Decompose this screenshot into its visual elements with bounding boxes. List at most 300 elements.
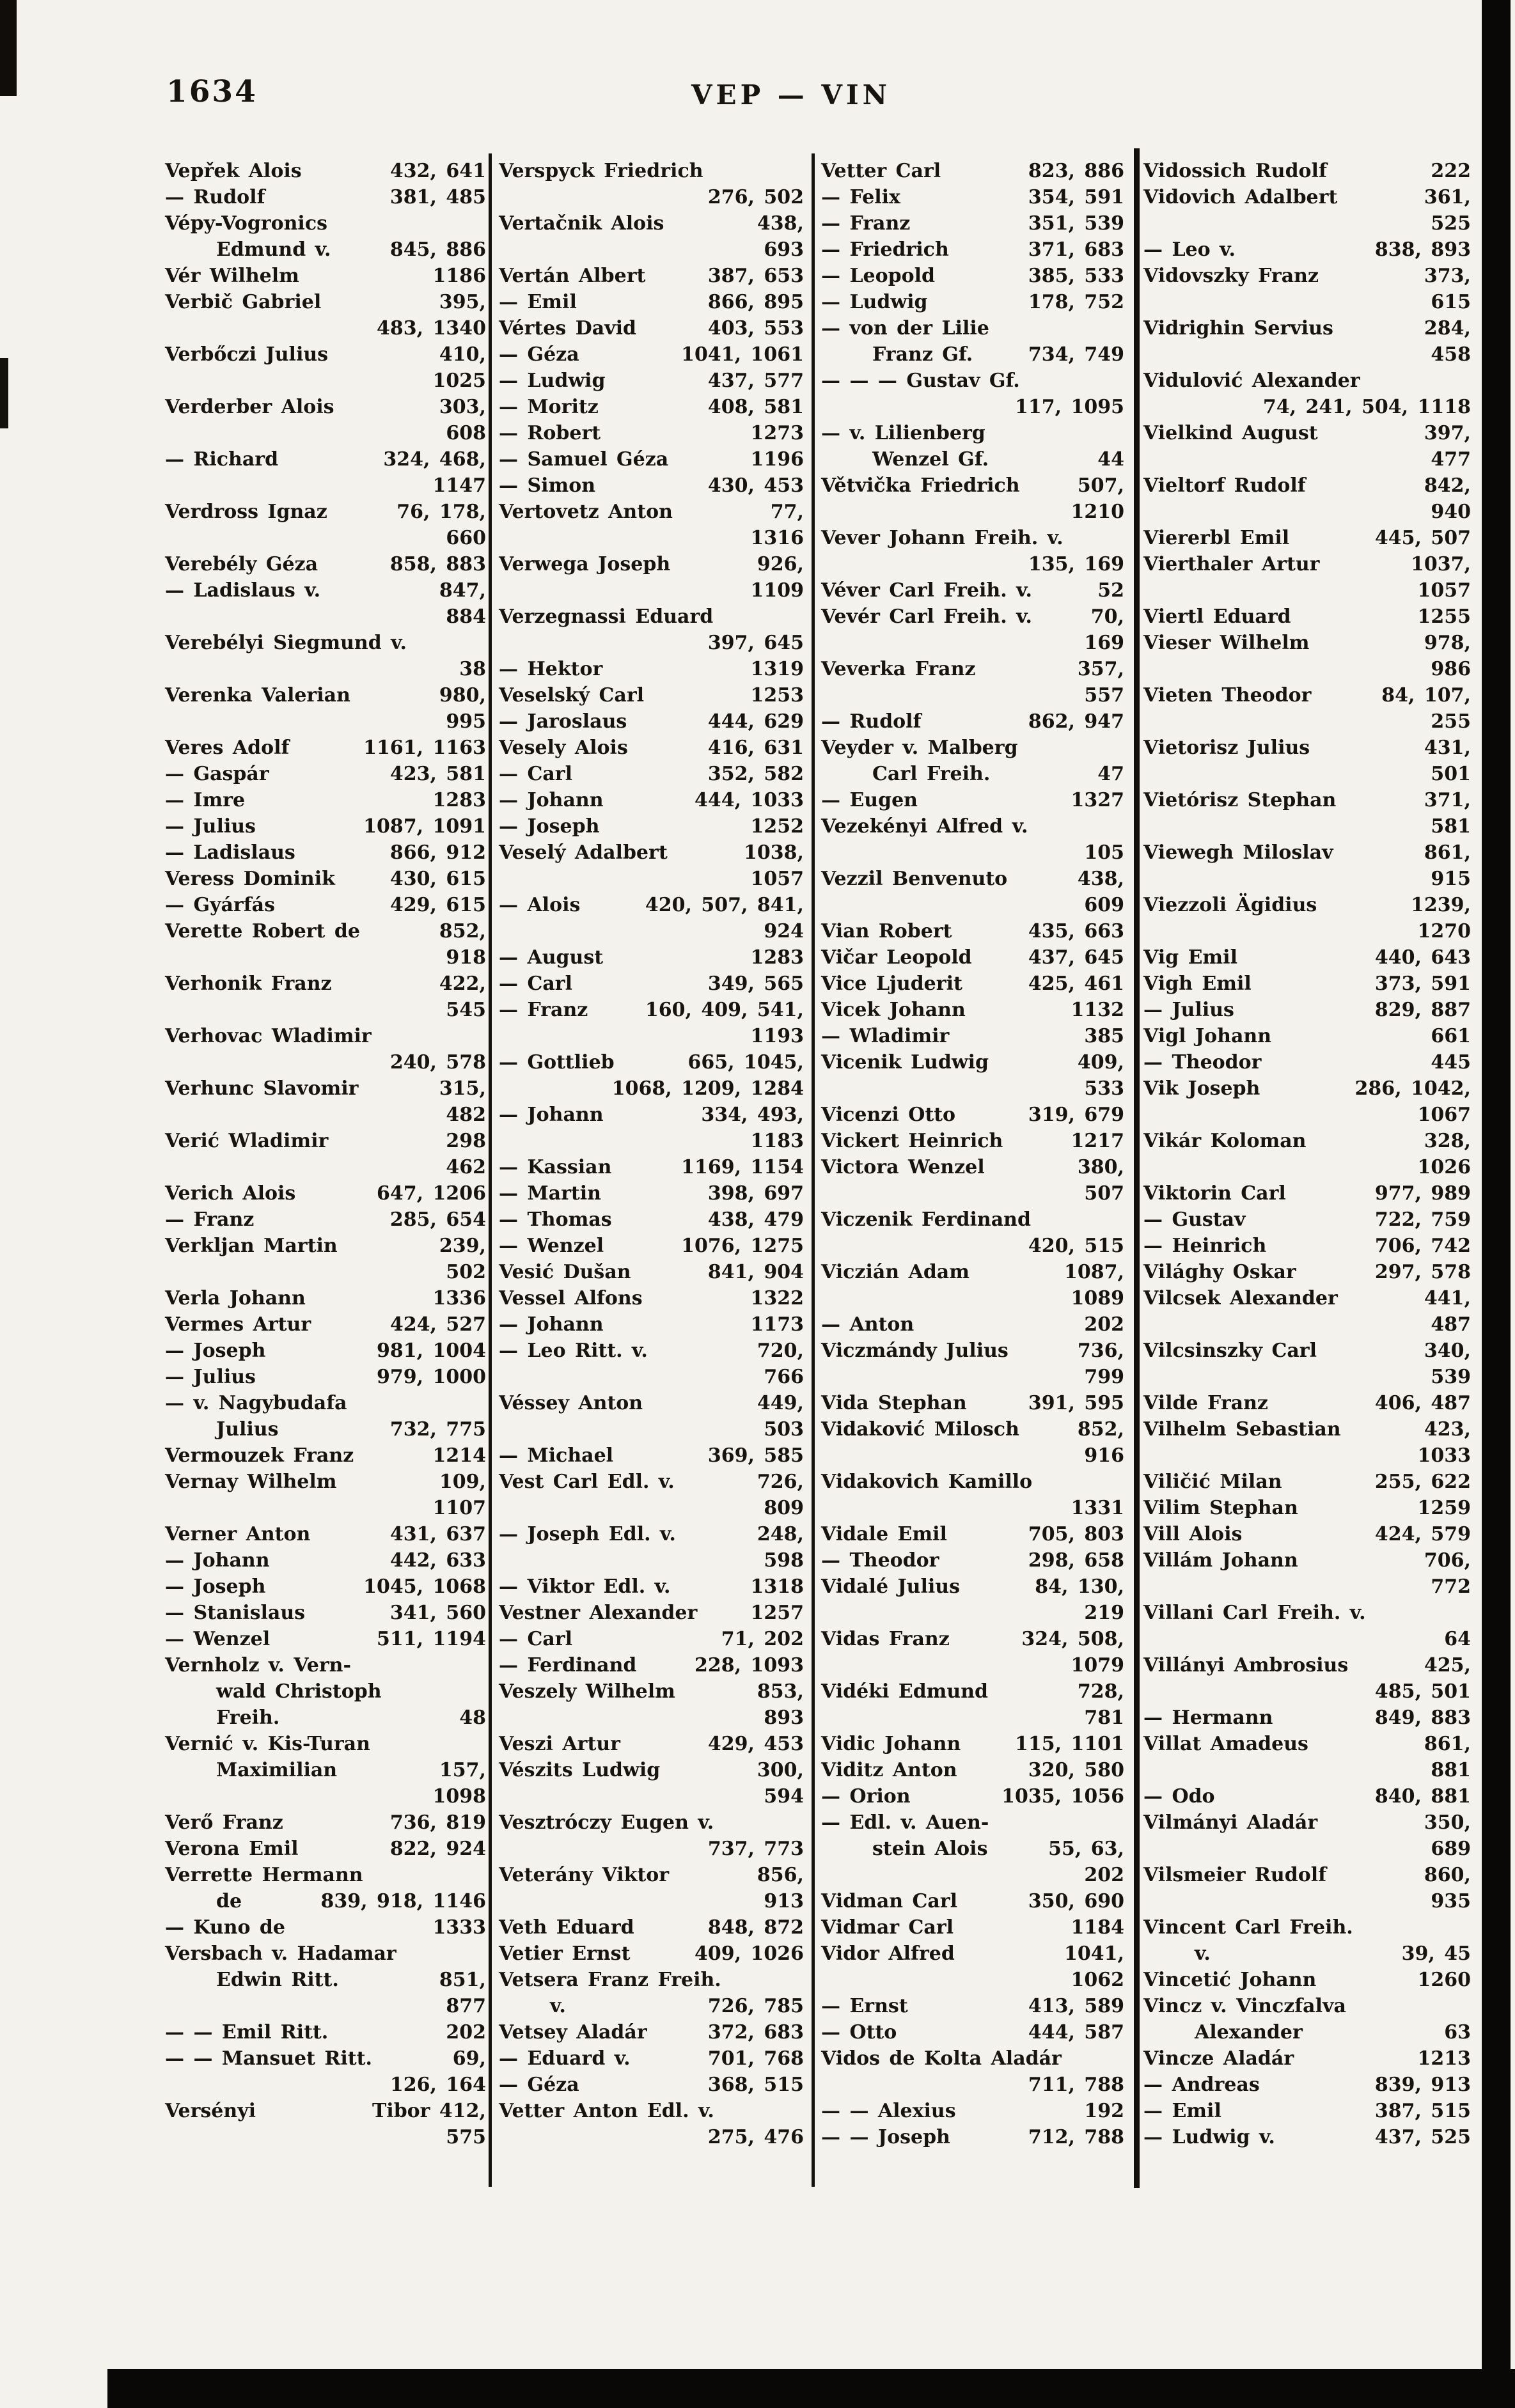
index-line (499, 866, 804, 892)
index-line (499, 499, 804, 525)
entry-name: Carl Freih. (872, 763, 991, 785)
index-line (1143, 315, 1471, 341)
index-line (821, 289, 1124, 315)
index-line (1143, 1574, 1471, 1600)
index-line (165, 708, 486, 735)
entry-name: — Theodor (821, 1549, 939, 1572)
index-line (499, 1075, 804, 1102)
index-line (1143, 840, 1471, 866)
index-line (165, 1888, 486, 1914)
entry-pages: 915 (1431, 868, 1471, 890)
entry-pages: 157, (439, 1759, 486, 1781)
index-line (165, 1993, 486, 2019)
entry-pages: 839, 913 (1374, 2074, 1471, 2096)
entry-pages: 320, 580 (1028, 1759, 1124, 1781)
entry-pages: 661 (1431, 1025, 1471, 1047)
index-line (821, 158, 1124, 184)
entry-name: — Franz (821, 212, 911, 235)
index-line (165, 1783, 486, 1810)
entry-name: Versbach v. Hadamar (165, 1943, 396, 1965)
entry-pages: 438, 479 (707, 1208, 804, 1231)
entry-pages: 425, 461 (1028, 973, 1124, 995)
entry-name: — Rudolf (821, 710, 922, 733)
entry-pages: 1260 (1417, 1969, 1471, 1991)
entry-pages: 1316 (750, 527, 804, 549)
index-line (821, 1967, 1124, 1993)
index-line (821, 1495, 1124, 1521)
index-line (821, 1705, 1124, 1731)
entry-pages: 438, (757, 212, 804, 235)
entry-name: Vertačnik Alois (499, 212, 664, 235)
entry-name: Vesely Alois (499, 737, 628, 759)
index-line (821, 1888, 1124, 1914)
entry-pages: 986 (1431, 658, 1471, 680)
entry-pages: 1255 (1417, 606, 1471, 628)
entry-pages: 126, 164 (389, 2074, 486, 2096)
entry-pages: 487 (1431, 1313, 1471, 1336)
entry-pages: 726, 785 (707, 1995, 804, 2017)
entry-name: Verbič Gabriel (165, 291, 322, 313)
entry-pages: 286, 1042, (1354, 1077, 1471, 1100)
entry-pages: 228, 1093 (694, 1654, 804, 1677)
index-line (499, 604, 804, 630)
entry-pages: 1239, (1411, 894, 1471, 916)
entry-pages: 706, (1424, 1549, 1471, 1572)
index-line (1143, 368, 1471, 394)
index-line (1143, 630, 1471, 656)
index-line (165, 1128, 486, 1154)
entry-name: Véssey Anton (499, 1392, 643, 1414)
entry-pages: 423, (1424, 1418, 1471, 1441)
index-line (165, 446, 486, 473)
column-divider-3 (1134, 148, 1140, 2188)
index-line (821, 551, 1124, 577)
index-line (1143, 1364, 1471, 1390)
entry-name: — Joseph (499, 815, 600, 838)
index-line (165, 1914, 486, 1941)
entry-name: — Eugen (821, 789, 918, 811)
index-line (821, 184, 1124, 210)
entry-pages: 1089 (1071, 1287, 1124, 1310)
index-line (821, 656, 1124, 682)
entry-name: v. (1195, 1943, 1211, 1965)
entry-pages: 458 (1431, 343, 1471, 366)
scan-edge-right (1482, 0, 1511, 2408)
entry-pages: 248, (757, 1523, 804, 1545)
entry-pages: 503 (764, 1418, 804, 1441)
entry-pages: 202 (1084, 1864, 1124, 1886)
entry-name: Vielkind August (1143, 422, 1318, 444)
entry-name: — Franz (165, 1208, 255, 1231)
entry-name: — Ludwig (499, 370, 606, 392)
entry-name: Veszi Artur (499, 1733, 620, 1755)
entry-pages: 55, 63, (1048, 1838, 1124, 1860)
entry-name: — Julius (165, 815, 256, 838)
entry-pages: 76, 178, (396, 501, 486, 523)
index-line (1143, 525, 1471, 551)
entry-pages: 340, (1424, 1340, 1471, 1362)
index-line (165, 1311, 486, 1338)
index-line (1143, 918, 1471, 944)
index-line (499, 1469, 804, 1495)
index-line (821, 420, 1124, 446)
index-line (821, 394, 1124, 420)
index-line (821, 1678, 1124, 1705)
entry-pages: 1336 (432, 1287, 486, 1310)
entry-name: Vilcsek Alexander (1143, 1287, 1338, 1310)
index-line (499, 1102, 804, 1128)
entry-name: Verhonik Franz (165, 973, 332, 995)
entry-name: — Thomas (499, 1208, 612, 1231)
entry-name: Viezzoli Ägidius (1143, 894, 1317, 916)
entry-name: Veverka Franz (821, 658, 976, 680)
entry-name: Vig Emil (1143, 946, 1237, 969)
index-line (165, 1102, 486, 1128)
entry-name: Vicenzi Otto (821, 1104, 956, 1126)
entry-name: Vetsey Aladár (499, 2021, 647, 2044)
index-line (165, 1259, 486, 1285)
entry-name: Vértes David (499, 317, 636, 340)
index-line (165, 1652, 486, 1678)
entry-name: Vida Stephan (821, 1392, 967, 1414)
entry-name: Vidaković Milosch (821, 1418, 1019, 1441)
entry-pages: 525 (1431, 212, 1471, 235)
index-line (499, 1652, 804, 1678)
entry-pages: 1214 (432, 1444, 486, 1467)
entry-pages: 409, 1026 (694, 1943, 804, 1965)
entry-pages: 324, 508, (1021, 1628, 1124, 1650)
entry-pages: 240, 578 (389, 1051, 486, 1074)
entry-pages: 255 (1431, 710, 1471, 733)
index-line (821, 1626, 1124, 1652)
index-line (1143, 158, 1471, 184)
entry-pages: 442, 633 (389, 1549, 486, 1572)
entry-name: — Joseph (165, 1575, 266, 1598)
entry-name: — Andreas (1143, 2074, 1260, 2096)
entry-name: — Wenzel (165, 1628, 271, 1650)
entry-name: Vépy-Vogronics (165, 212, 327, 235)
index-line (1143, 1154, 1471, 1180)
entry-name: — Ferdinand (499, 1654, 637, 1677)
entry-pages: 598 (764, 1549, 804, 1572)
entry-name: Vesić Dušan (499, 1261, 631, 1283)
entry-name: — — Mansuet Ritt. (165, 2047, 372, 2070)
entry-pages: 1038, (744, 841, 804, 864)
index-line (499, 1626, 804, 1652)
index-line (165, 1023, 486, 1049)
entry-name: — Heinrich (1143, 1235, 1267, 1257)
entry-pages: 1068, 1209, 1284 (611, 1077, 804, 1100)
entry-pages: 1217 (1071, 1130, 1124, 1152)
entry-pages: 706, 742 (1374, 1235, 1471, 1257)
entry-pages: 1037, (1411, 553, 1471, 575)
entry-pages: 315, (439, 1077, 486, 1100)
entry-pages: 391, 595 (1028, 1392, 1124, 1414)
entry-name: Vian Robert (821, 920, 952, 942)
entry-pages: 1259 (1417, 1497, 1471, 1519)
index-line (499, 525, 804, 551)
entry-pages: 728, (1077, 1680, 1124, 1703)
index-line (499, 420, 804, 446)
index-line (821, 210, 1124, 237)
entry-pages: 477 (1431, 448, 1471, 471)
entry-name: Vilhelm Sebastian (1143, 1418, 1341, 1441)
entry-name: Villat Amadeus (1143, 1733, 1308, 1755)
entry-name: Vicenik Ludwig (821, 1051, 989, 1074)
index-line (165, 656, 486, 682)
index-line (1143, 1416, 1471, 1442)
index-line (165, 368, 486, 394)
entry-name: Vieten Theodor (1143, 684, 1312, 707)
index-line (1143, 761, 1471, 787)
entry-pages: 222 (1431, 160, 1471, 182)
index-line (1143, 1547, 1471, 1574)
entry-pages: 1173 (750, 1313, 804, 1336)
entry-pages: 424, 527 (389, 1313, 486, 1336)
entry-pages: 1270 (1417, 920, 1471, 942)
entry-name: Vezzil Benvenuto (821, 868, 1008, 890)
entry-name: — Ludwig v. (1143, 2126, 1275, 2148)
entry-name: — Ernst (821, 1995, 908, 2017)
entry-pages: 109, (439, 1471, 486, 1493)
entry-pages: 44 (1097, 448, 1124, 471)
entry-name: Vigl Johann (1143, 1025, 1272, 1047)
entry-name: — Eduard v. (499, 2047, 631, 2070)
index-line (165, 1469, 486, 1495)
entry-name: de (216, 1890, 242, 1912)
entry-pages: 1035, 1056 (1001, 1785, 1124, 1808)
index-line (821, 525, 1124, 551)
entry-pages: 1132 (1071, 999, 1124, 1021)
entry-pages: 63 (1444, 2021, 1471, 2044)
entry-pages: 47 (1097, 763, 1124, 785)
entry-name: — Friedrich (821, 238, 949, 261)
entry-name: Vincz v. Vinczfalva (1143, 1995, 1346, 2017)
index-line (821, 1731, 1124, 1757)
index-line (499, 1862, 804, 1888)
index-line (821, 1836, 1124, 1862)
entry-name: — Stanislaus (165, 1602, 306, 1624)
entry-pages: 839, 918, 1146 (320, 1890, 486, 1912)
entry-pages: 324, 468, (383, 448, 486, 471)
page-number: 1634 (166, 74, 258, 109)
index-line (499, 944, 804, 971)
entry-name: — Simon (499, 474, 596, 497)
entry-name: Veyder v. Malberg (821, 737, 1018, 759)
entry-pages: 437, 645 (1028, 946, 1124, 969)
index-line (821, 1862, 1124, 1888)
index-line (1143, 735, 1471, 761)
entry-pages: 711, 788 (1028, 2074, 1124, 2096)
index-line (499, 551, 804, 577)
index-line (499, 1495, 804, 1521)
index-line (1143, 1128, 1471, 1154)
index-line (165, 2019, 486, 2045)
entry-name: Vidmar Carl (821, 1916, 954, 1939)
entry-name: Vincze Aladár (1143, 2047, 1294, 2070)
entry-name: — Orion (821, 1785, 911, 1808)
entry-name: Vidor Alfred (821, 1943, 955, 1965)
entry-name: Verderber Alois (165, 396, 334, 418)
entry-name: Edmund v. (216, 238, 331, 261)
entry-name: Verhovac Wladimir (165, 1025, 372, 1047)
index-line (821, 2019, 1124, 2045)
index-line (1143, 2124, 1471, 2150)
index-line (499, 892, 804, 918)
entry-name: Vikár Koloman (1143, 1130, 1307, 1152)
index-line (165, 551, 486, 577)
entry-pages: 507, (1077, 474, 1124, 497)
index-line (499, 1338, 804, 1364)
index-line (499, 1888, 804, 1914)
index-line (165, 184, 486, 210)
entry-name: — Gaspár (165, 763, 269, 785)
entry-pages: 1087, 1091 (363, 815, 486, 838)
entry-name: Véver Carl Freih. v. (821, 579, 1032, 602)
entry-pages: 297, 578 (1374, 1261, 1471, 1283)
index-line (1143, 499, 1471, 525)
index-line (165, 237, 486, 263)
index-line (499, 2098, 804, 2124)
entry-name: Vetter Anton Edl. v. (499, 2100, 714, 2122)
entry-pages: 726, (757, 1471, 804, 1493)
entry-pages: 406, 487 (1374, 1392, 1471, 1414)
entry-pages: 1045, 1068 (363, 1575, 486, 1598)
entry-name: Veszely Wilhelm (499, 1680, 675, 1703)
index-line (499, 1233, 804, 1259)
entry-pages: 408, 581 (707, 396, 804, 418)
entry-pages: 1318 (750, 1575, 804, 1598)
entry-name: Vestner Alexander (499, 1602, 698, 1624)
entry-pages: 403, 553 (707, 317, 804, 340)
entry-name: Edwin Ritt. (216, 1969, 339, 1991)
index-line (165, 787, 486, 813)
entry-name: — Ladislaus v. (165, 579, 321, 602)
entry-name: Verkljan Martin (165, 1235, 338, 1257)
entry-name: Vermes Artur (165, 1313, 311, 1336)
index-line (821, 735, 1124, 761)
entry-name: Vieltorf Rudolf (1143, 474, 1306, 497)
entry-pages: 1333 (432, 1916, 486, 1939)
entry-pages: 117, 1095 (1014, 396, 1124, 418)
entry-pages: 1079 (1071, 1654, 1124, 1677)
index-line (1143, 2098, 1471, 2124)
entry-pages: 722, 759 (1374, 1208, 1471, 1231)
entry-pages: 916 (1084, 1444, 1124, 1467)
index-line (821, 1259, 1124, 1285)
index-line (499, 237, 804, 263)
index-line (821, 1442, 1124, 1469)
entry-pages: 594 (764, 1785, 804, 1808)
index-line (165, 1757, 486, 1783)
index-line (165, 604, 486, 630)
index-line (499, 1049, 804, 1075)
entry-pages: 438, (1077, 868, 1124, 890)
entry-name: Vernholz v. Vern- (165, 1654, 351, 1677)
index-line (499, 473, 804, 499)
entry-name: Verzegnassi Eduard (499, 606, 714, 628)
index-line (165, 394, 486, 420)
entry-name: Világhy Oskar (1143, 1261, 1296, 1283)
index-line (1143, 2072, 1471, 2098)
entry-name: Vever Johann Freih. v. (821, 527, 1064, 549)
entry-pages: 431, (1424, 737, 1471, 759)
entry-name: — Leo v. (1143, 238, 1236, 261)
entry-pages: 647, 1206 (376, 1182, 486, 1205)
index-line (165, 1862, 486, 1888)
index-line (499, 1678, 804, 1705)
entry-name: — — Alexius (821, 2100, 956, 2122)
entry-pages: 385, 533 (1028, 265, 1124, 287)
entry-pages: 430, 615 (389, 868, 486, 890)
index-line (499, 1390, 804, 1416)
entry-name: Vetsera Franz Freih. (499, 1969, 721, 1991)
entry-name: Vidman Carl (821, 1890, 958, 1912)
entry-pages: 1169, 1154 (681, 1156, 804, 1178)
entry-pages: 1076, 1275 (681, 1235, 804, 1257)
index-line (1143, 997, 1471, 1023)
entry-pages: 701, 768 (707, 2047, 804, 2070)
entry-pages: 712, 788 (1028, 2126, 1124, 2148)
index-line (499, 813, 804, 840)
entry-pages: 1322 (750, 1287, 804, 1310)
entry-pages: 861, (1424, 1733, 1471, 1755)
entry-pages: 1107 (432, 1497, 486, 1519)
index-line (165, 473, 486, 499)
entry-pages: 913 (764, 1890, 804, 1912)
entry-name: — Richard (165, 448, 279, 471)
entry-pages: 373, 591 (1374, 973, 1471, 995)
index-line (821, 263, 1124, 289)
entry-name: Vidovszky Franz (1143, 265, 1319, 287)
entry-pages: 979, 1000 (376, 1366, 486, 1388)
entry-name: — Ladislaus (165, 841, 295, 864)
entry-name: Vincetić Johann (1143, 1969, 1317, 1991)
index-column-4 (1143, 158, 1471, 2150)
index-line (821, 1075, 1124, 1102)
index-line (499, 1941, 804, 1967)
entry-name: Verebélyi Siegmund v. (165, 632, 407, 654)
entry-pages: 581 (1431, 815, 1471, 838)
entry-pages: 449, (757, 1392, 804, 1414)
index-line (821, 1233, 1124, 1259)
index-line (499, 997, 804, 1023)
index-line (821, 630, 1124, 656)
index-line (821, 2098, 1124, 2124)
entry-name: — August (499, 946, 604, 969)
entry-pages: 380, (1077, 1156, 1124, 1178)
index-line (499, 263, 804, 289)
entry-pages: 838, 893 (1374, 238, 1471, 261)
entry-pages: 425, (1424, 1654, 1471, 1677)
index-line (1143, 1862, 1471, 1888)
index-line (165, 813, 486, 840)
entry-name: Vezekényi Alfred v. (821, 815, 1028, 838)
entry-name: Vičar Leopold (821, 946, 972, 969)
index-line (1143, 341, 1471, 368)
index-line (165, 1626, 486, 1652)
entry-name: — Joseph Edl. v. (499, 1523, 676, 1545)
index-line (499, 2019, 804, 2045)
entry-pages: 693 (764, 238, 804, 261)
index-line (821, 1180, 1124, 1207)
entry-pages: 351, 539 (1028, 212, 1124, 235)
entry-pages: 977, 989 (1374, 1182, 1471, 1205)
scan-smudge-left (0, 358, 8, 428)
entry-name: — Otto (821, 2021, 897, 2044)
entry-pages: 429, 453 (707, 1733, 804, 1755)
entry-pages: 409, (1077, 1051, 1124, 1074)
